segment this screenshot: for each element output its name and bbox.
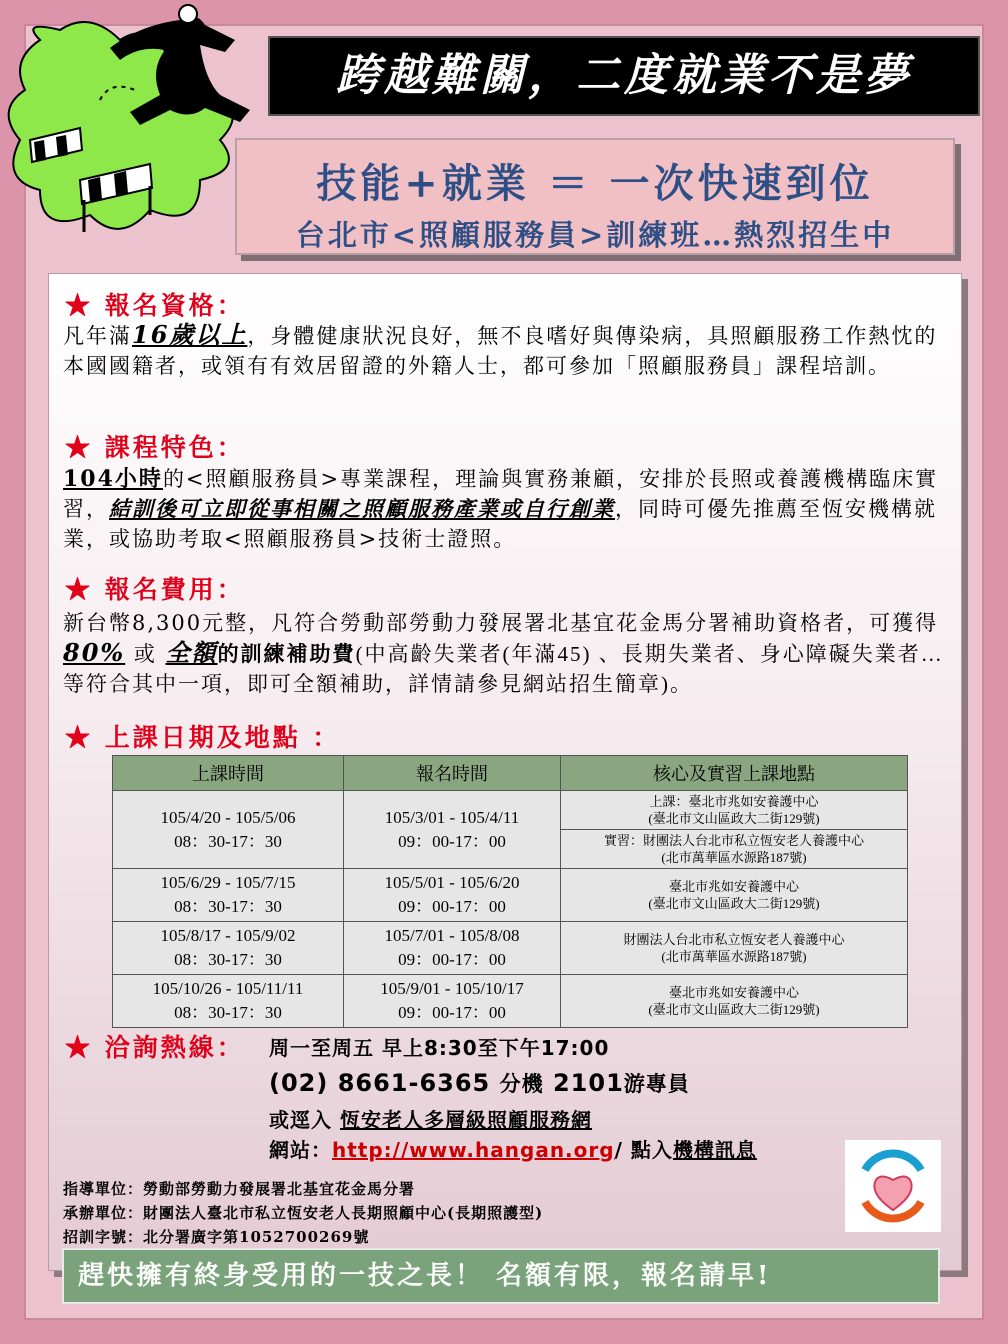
features-highlight: 結訓後可立即從事相關之照顧服務產業或自行創業	[109, 496, 615, 521]
class-hours: 08：30-17：30	[174, 897, 282, 916]
or-label: 或逕入	[269, 1108, 332, 1132]
fee-text-c: (中高齡失業者(年滿45) 、長期失業者、身心障礙失業者…等符合其中一項，即可全額補助，詳情請參見網站招生簡章)。	[63, 642, 944, 696]
location-address: (北市萬華區水源路187號)	[661, 850, 807, 865]
location-address: (北市萬華區水源路187號)	[661, 949, 807, 964]
subtitle-line2: 台北市<照顧服務員>訓練班…熱烈招生中	[295, 218, 895, 252]
cell-location	[561, 975, 908, 1028]
reg-dates: 105/9/01 - 105/10/17	[380, 979, 524, 998]
table-row	[113, 791, 908, 830]
features-hours: 104小時	[63, 466, 163, 492]
cell-reg	[344, 975, 561, 1028]
reg-dates: 105/7/01 - 105/8/08	[384, 926, 520, 945]
location-address: (臺北市文山區政大二街129號)	[648, 811, 820, 826]
cell-location	[561, 922, 908, 975]
table-row	[113, 922, 908, 975]
schedule-title: ★ 上課日期及地點 ：	[65, 723, 341, 752]
site-name-link[interactable]: 恆安老人多層級照顧服務網	[339, 1108, 592, 1132]
footer-host: 承辦單位：財團法人臺北市私立恆安老人長期照顧中心(長期照護型)	[63, 1204, 544, 1222]
cell-class	[113, 975, 344, 1028]
cell-location	[561, 869, 908, 922]
reg-hours: 09：00-17：00	[398, 897, 506, 916]
cell-location	[561, 830, 908, 869]
class-dates: 105/10/26 - 105/11/11	[152, 979, 304, 998]
cell-class	[113, 869, 344, 922]
cell-reg	[344, 922, 561, 975]
features-text-a: 的<照顧服務員>專業課程，理論與實務兼顧，安排於長照或養護機構臨床實習，	[63, 467, 939, 521]
website-link[interactable]: http://www.hangan.org	[332, 1138, 615, 1162]
fee-text	[63, 608, 947, 699]
content-panel	[48, 273, 962, 1271]
fee-text-b: 的訓練補助費	[217, 641, 356, 666]
fee-or: 或	[125, 642, 166, 666]
hotline-hours: 周一至周五 早上8:30至下午17:00	[269, 1036, 610, 1060]
col-class-time: 上課時間	[113, 756, 344, 791]
class-dates: 105/4/20 - 105/5/06	[160, 807, 296, 827]
location-address: (臺北市文山區政大二街129號)	[648, 1002, 820, 1017]
hotline-url-line	[269, 1134, 757, 1163]
eligibility-age: 16歲以上	[132, 320, 248, 349]
features-text-b: ，同時可優先推薦至恆安機構就業，或協助考取<照顧服務員>技術士證照。	[63, 497, 937, 551]
reg-hours: 09：00-17：00	[398, 1003, 506, 1022]
ext-label: 分機	[499, 1072, 544, 1096]
url-suffix: / 點入	[614, 1138, 673, 1162]
fee-title: ★ 報名費用：	[65, 575, 245, 604]
reg-hours: 09：00-17：00	[398, 831, 506, 851]
reg-hours: 09：00-17：00	[398, 950, 506, 969]
headline: 跨越難關，二度就業不是夢	[268, 36, 980, 116]
eligibility-title: ★ 報名資格：	[65, 291, 245, 320]
features-text	[63, 464, 947, 554]
fee-full: 全額	[165, 638, 218, 667]
cell-reg	[344, 869, 561, 922]
cell-class	[113, 791, 344, 869]
table-row	[113, 869, 908, 922]
hurdle-jumper-icon	[0, 0, 270, 250]
reg-dates: 105/5/01 - 105/6/20	[384, 873, 520, 892]
hotline-site-line	[269, 1104, 592, 1133]
bottom-banner: 趕快擁有終身受用的一技之長！ 名額有限，報名請早!	[62, 1248, 940, 1304]
table-row	[113, 975, 908, 1028]
url-label: 網站：	[269, 1138, 332, 1162]
org-info-link[interactable]: 機構訊息	[672, 1138, 757, 1162]
location-name: 臺北市兆如安養護中心	[668, 985, 799, 1000]
heart-hands-logo-icon	[845, 1140, 941, 1232]
reg-dates: 105/3/01 - 105/4/11	[384, 807, 520, 827]
cell-location	[561, 791, 908, 830]
location-name: 臺北市兆如安養護中心	[668, 879, 799, 894]
cell-reg	[344, 791, 561, 869]
class-hours: 08：30-17：30	[174, 831, 282, 851]
ext-number: 2101	[552, 1069, 624, 1097]
class-hours: 08：30-17：30	[174, 950, 282, 969]
contact-name: 游專員	[623, 1072, 690, 1096]
footer-guide: 指導單位：勞動部勞動力發展署北基宜花金馬分署	[63, 1180, 416, 1198]
eligibility-text-b: ，身體健康狀況良好，無不良嗜好與傳染病，具照顧服務工作熱忱的本國國籍者，或領有有效居留證的外籍人士，都可參加「照顧服務員」課程培訓。	[63, 324, 938, 378]
fee-80pct: 80%	[63, 638, 126, 667]
features-title: ★ 課程特色：	[65, 433, 245, 462]
col-location: 核心及實習上課地點	[561, 756, 908, 791]
class-dates: 105/6/29 - 105/7/15	[160, 873, 296, 892]
class-dates: 105/8/17 - 105/9/02	[160, 926, 296, 945]
location-name: 實習：財團法人台北市私立恆安老人養護中心	[603, 833, 864, 848]
phone-number: (02) 8661-6365	[269, 1069, 491, 1097]
cell-class	[113, 922, 344, 975]
location-name: 財團法人台北市私立恆安老人養護中心	[623, 932, 845, 947]
subtitle-box	[235, 138, 955, 255]
hotline-phone-line	[269, 1068, 690, 1098]
eligibility-text-a: 凡年滿	[63, 324, 132, 348]
schedule-table	[112, 755, 908, 1028]
class-hours: 08：30-17：30	[174, 1003, 282, 1022]
table-header-row	[113, 756, 908, 791]
fee-text-a: 新台幣8,300元整，凡符合勞動部勞動力發展署北基宜花金馬分署補助資格者，可獲得	[63, 611, 939, 635]
location-address: (臺北市文山區政大二街129號)	[648, 896, 820, 911]
location-name: 上課：臺北市兆如安養護中心	[649, 794, 819, 809]
hotline-title: ★ 洽詢熱線：	[65, 1033, 245, 1062]
subtitle-line1: 技能+就業 ＝ 一次快速到位	[316, 160, 874, 207]
eligibility-text	[63, 320, 947, 381]
col-reg-time: 報名時間	[344, 756, 561, 791]
footer-permit: 招訓字號：北分署廣字第1052700269號	[63, 1228, 370, 1246]
